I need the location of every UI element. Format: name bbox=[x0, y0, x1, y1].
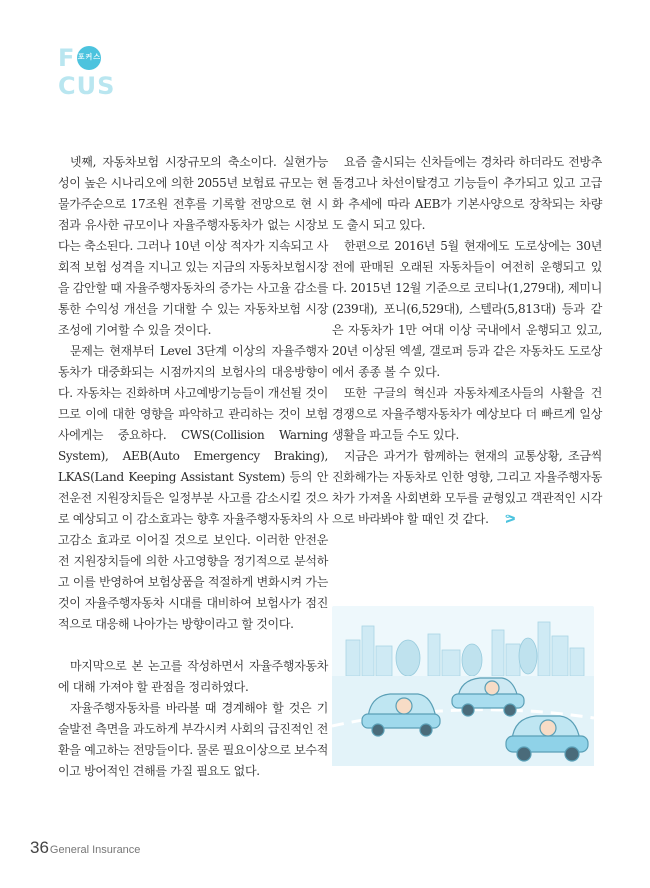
left-column bbox=[58, 152, 328, 782]
left-paragraph-3: 마지막으로 본 논고를 작성하면서 자율주행자동차에 대해 가져야 할 관점을 정리하였다. bbox=[58, 659, 328, 694]
focus-logo bbox=[58, 42, 148, 100]
traffic-illustration bbox=[332, 606, 594, 766]
right-paragraph-1: 요즘 출시되는 신차들에는 경차라 하더라도 전방추돌경고나 차선이탈경고 기능들이 추가되고 있고 고급화 추세에 따라 AEB가 기본사양으로 장착되는 차량도 출시 되고 있다. bbox=[332, 155, 602, 232]
right-paragraph-3: 또한 구글의 혁신과 자동차제조사들의 사활을 건 경쟁으로 자율주행자동차가 예상보다 더 빠르게 일상생활을 파고들 수도 있다. bbox=[332, 386, 602, 442]
logo-letter-f: F bbox=[58, 44, 76, 72]
page-footer bbox=[30, 838, 140, 858]
left-paragraph-4: 자율주행자동차를 바라볼 때 경계해야 할 것은 기술발전 측면을 과도하게 부각시켜 사회의 급진적인 전환을 예고하는 전망들이다. 물론 필요이상으로 보수적이고 방어적인 견해를 가질 필요도 없다. bbox=[58, 701, 328, 778]
right-paragraph-2: 한편으로 2016년 5월 현재에도 도로상에는 30년 전에 판매된 오래된 자동차들이 여전히 운행되고 있다. 2015년 12월 기준으로 코티나(1,279대), 제미니(239대), 포니(6,529대), 스텔라(5,813대) 등과 같은 자동차가 1만 여대 이상 국내에서 운행되고 있고, 20년 이상된 엑셀, 갤로퍼 등과 같은 자동차도 도로상에서 종종 볼 수 있다. bbox=[332, 239, 602, 379]
left-paragraph-1: 넷째, 자동차보험 시장규모의 축소이다. 실현가능성이 높은 시나리오에 의한 2055년 보험료 규모는 현물가주순으로 17조원 전후를 기록할 전망으로 현 시점과 유사한 규모이나 자율주행자동차가 없는 시장보다는 축소된다. 그러나 10년 이상 적자가 지속되고 사회적 보험 성격을 지니고 있는 지금의 자동차보험시장을 감안할 때 자율주행자동차의 증가는 사고율 감소를 통한 수익성 개선을 기대할 수 있는 자동차보험 시장 조성에 기여할 수 있을 것이다. bbox=[58, 155, 328, 337]
left-paragraph-2: 문제는 현재부터 Level 3단계 이상의 자율주행자동차가 대중화되는 시점까지의 보험사의 대응방향이다. 자동차는 진화하며 사고예방기능들이 개선될 것이므로 이에 대한 영향을 파악하고 관리하는 것이 보험사에게는 중요하다. CWS(Collision Warning System), AEB(Auto Emergency Braking), LKAS(Land Keeping Assistant System) 등의 안전운전 지원장치들은 일정부분 사고를 감소시킬 것으로 예상되고 이 감소효과는 향후 자율주행자동차의 사고감소 효과로 이어질 것으로 보인다. 이러한 안전운전 지원장치들에 의한 사고영향을 정기적으로 분석하고 이를 반영하여 보험상품을 적절하게 변화시켜 가는 것이 자율주행자동차 시대를 대비하여 보험사가 점진적으로 대응해 나아가는 방향이라고 할 것이다. bbox=[58, 344, 328, 631]
logo-badge-text: 포커스 bbox=[77, 53, 102, 61]
end-mark-icon: ᕗ bbox=[504, 512, 516, 526]
logo-letters-cus: CUS bbox=[58, 72, 116, 100]
right-paragraph-4-text: 지금은 과거가 함께하는 현재의 교통상황, 조금씩 진화해가는 자동차로 인한 영향, 그리고 자율주행자동차가 가져올 사회변화 모두를 균형있고 객관적인 시각으로 바라봐야 할 때인 것 같다. bbox=[332, 449, 602, 526]
right-paragraph-4 bbox=[332, 446, 602, 530]
traffic-illustration-svg bbox=[332, 606, 594, 766]
magazine-name: General Insurance bbox=[49, 844, 141, 856]
right-column bbox=[332, 152, 602, 530]
page-number: 36 bbox=[30, 838, 49, 857]
logo-badge bbox=[77, 46, 101, 70]
